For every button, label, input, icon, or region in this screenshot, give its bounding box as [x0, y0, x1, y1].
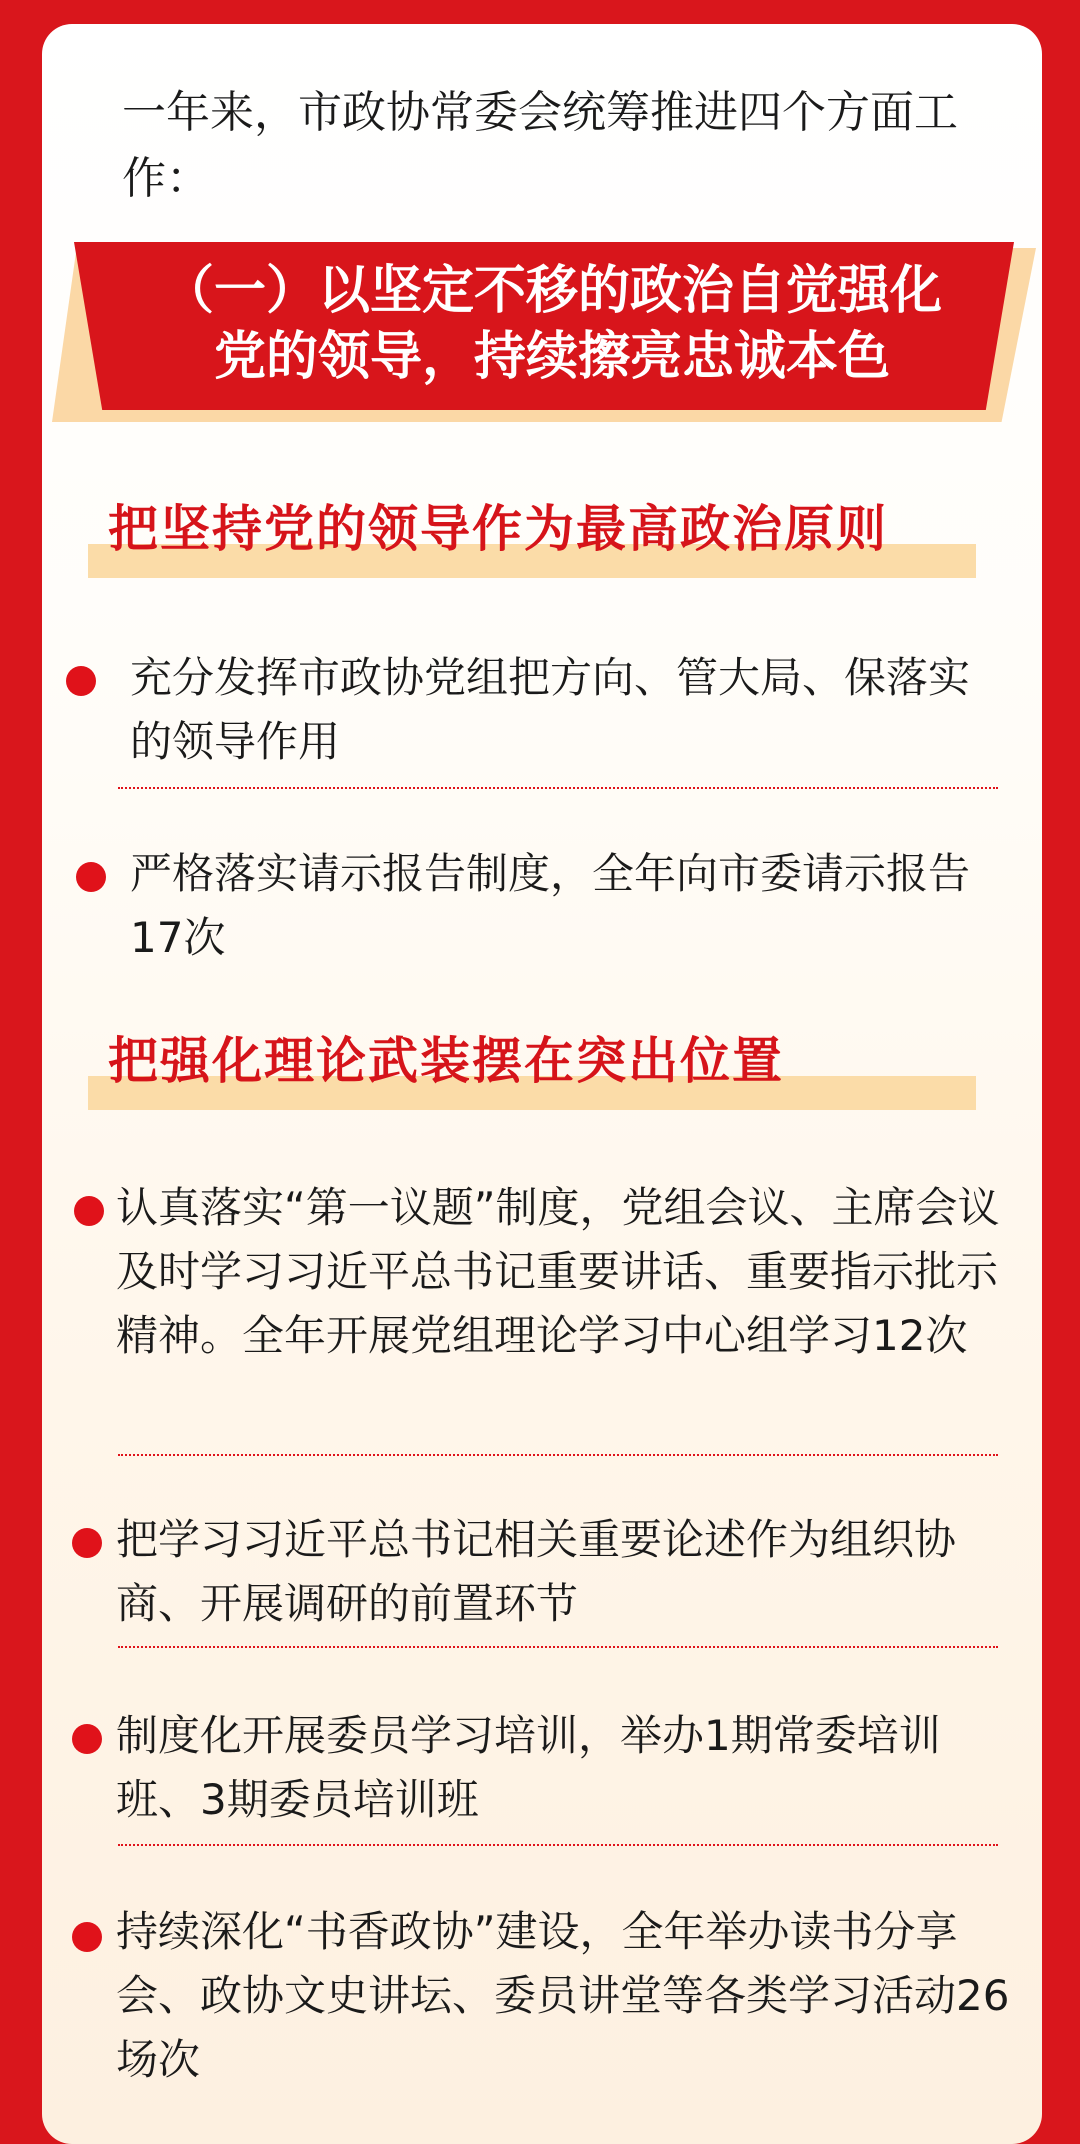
- subsection-heading-text: 把强化理论武装摆在突出位置: [108, 1031, 784, 1090]
- dotted-divider: [118, 787, 998, 789]
- list-item-text: 持续深化“书香政协”建设，全年举办读书分享会、政协文史讲坛、委员讲堂等各类学习活动26场次: [116, 1907, 1010, 2084]
- list-item-text: 把学习习近平总书记相关重要论述作为组织协商、开展调研的前置环节: [116, 1515, 957, 1628]
- subsection-heading-2: [88, 1026, 988, 1126]
- list-item-text: 充分发挥市政协党组把方向、管大局、保落实的领导作用: [130, 653, 971, 766]
- section-title: [112, 258, 992, 390]
- bullet-dot-icon: [72, 1724, 102, 1754]
- bullet-dot-icon: [76, 862, 106, 892]
- bullet-dot-icon: [72, 1922, 102, 1952]
- dotted-divider: [118, 1646, 998, 1648]
- section-title-line1: （一）以坚定不移的政治自觉强化: [161, 261, 942, 321]
- subsection-heading-1: [88, 494, 988, 594]
- subsection-heading-text: 把坚持党的领导作为最高政治原则: [108, 499, 888, 558]
- section-banner: [52, 242, 1036, 424]
- list-item-text: 制度化开展委员学习培训，举办1期常委培训班、3期委员培训班: [116, 1711, 941, 1824]
- content-card: [42, 24, 1042, 2144]
- dotted-divider: [118, 1844, 998, 1846]
- bullet-dot-icon: [66, 666, 96, 696]
- bullet-dot-icon: [74, 1196, 104, 1226]
- bullet-dot-icon: [72, 1528, 102, 1558]
- intro-text: 一年来，市政协常委会统筹推进四个方面工作：: [122, 87, 958, 204]
- dotted-divider: [118, 1454, 998, 1456]
- list-item-text: 严格落实请示报告制度，全年向市委请示报告17次: [130, 849, 971, 962]
- list-item-text: 认真落实“第一议题”制度，党组会议、主席会议及时学习习近平总书记重要讲话、重要指示批示精神。全年开展党组理论学习中心组学习12次: [116, 1183, 1000, 1360]
- section-title-line2: 党的领导，持续擦亮忠诚本色: [213, 327, 890, 387]
